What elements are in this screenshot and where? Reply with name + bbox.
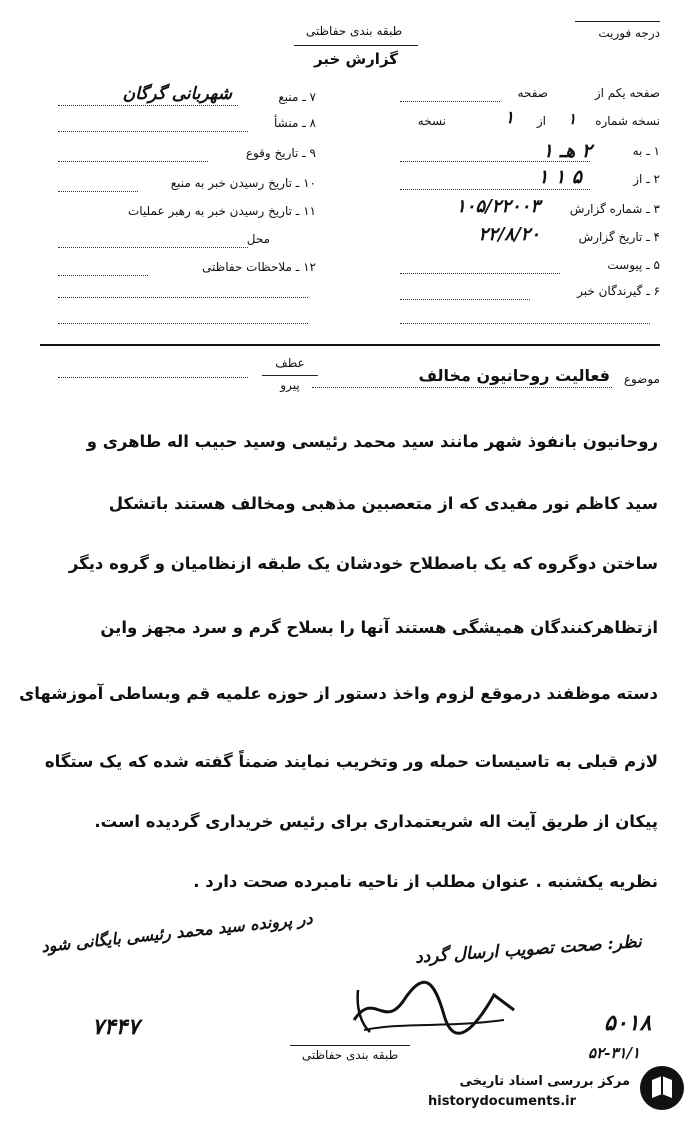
urgency-label: درجه فوریت [598, 26, 660, 40]
field-recipients-label: ۶ ـ گیرندگان خبر [577, 284, 660, 298]
body-line: ازتظاهرکنندگان همیشگی هستند آنها را بسلاح گرم و سرد مجهز واین [100, 618, 658, 637]
ref-label: عطف [275, 356, 305, 370]
field-report-date-value: ۲۲/۸/۲۰ [478, 224, 540, 245]
report-title: گزارش خبر [313, 50, 399, 68]
archive-logo-icon [640, 1066, 684, 1110]
field-report-date-label: ۴ ـ تاریخ گزارش [578, 230, 660, 244]
signature [344, 970, 524, 1040]
field-to-label: ۱ ـ به [632, 144, 660, 158]
handwritten-filing-note: در پرونده سید محمد رئیسی بایگانی شود [40, 908, 314, 957]
field-security-notes-label: ۱۲ ـ ملاحظات حفاظتی [202, 260, 316, 274]
field-source-label: ۷ ـ منبع [278, 90, 316, 104]
field-copy-label: نسخه شماره [595, 114, 660, 128]
header-divider [40, 344, 660, 346]
body-line: لازم قبلی به تاسیسات حمله ور وتخریب نمایند ضمناً گفته شده که یک ستگاه [44, 752, 658, 771]
follow-up-label: پیرو [280, 378, 300, 392]
watermark-name: مرکز بررسی اسناد تاریخی [459, 1074, 630, 1089]
field-page-label: صفحه یکم از [594, 86, 660, 100]
field-attachment-label: ۵ ـ پیوست [607, 258, 660, 272]
field-copy-of: از [536, 114, 546, 128]
field-event-date-label: ۹ ـ تاریخ وقوع [245, 146, 316, 160]
field-location-label: محل [246, 232, 270, 246]
field-from-value: ۵ ۱ ۱ [538, 166, 582, 188]
field-to-value: ۲ هـ ۱ [542, 140, 592, 162]
body-line: پیکان از طریق آیت اله شریعتمداری برای رئیس خریداری گردیده است. [94, 812, 658, 831]
field-news-to-source-label: ۱۰ ـ تاریخ رسیدن خبر به منبع [170, 176, 316, 190]
field-from-label: ۲ ـ از [633, 172, 660, 186]
field-page-suffix: صفحه [517, 86, 548, 100]
field-copy-value: ۱ [567, 110, 576, 128]
field-report-number-label: ۳ ـ شماره گزارش [569, 202, 660, 216]
body-line: دسته موظفند درموقع لزوم واخذ دستور از حوزه علمیه قم وبساطی آموزشهای [19, 684, 658, 703]
handwritten-number: ۵۰۱۸ [604, 1010, 652, 1036]
field-copy-total: ۱ [504, 108, 514, 128]
subject-value: فعالیت روحانیون مخالف [418, 366, 610, 385]
field-source-value: شهربانی گرگان [122, 84, 232, 104]
field-copy-suffix: نسخه [417, 114, 446, 128]
classification-header: طبقه بندی حفاظتی [305, 24, 403, 38]
field-news-to-leader-label: ۱۱ ـ تاریخ رسیدن خبر به رهبر عملیات [127, 204, 316, 218]
handwritten-file-number: ۷۴۴۷ [92, 1014, 140, 1040]
classification-footer: طبقه بندی حفاظتی [301, 1048, 399, 1062]
subject-label: موضوع [623, 372, 660, 386]
handwritten-approval-note: نظر: صحت تصویب ارسال گردد [414, 931, 643, 968]
body-line: سید کاظم نور مفیدی که از متعصبین مذهبی ومخالف هستند باتشکل [108, 494, 658, 513]
field-origin-label: ۸ ـ منشأ [273, 116, 316, 130]
field-report-number-value: ۱۰۵/۲۲۰۰۳ [456, 196, 540, 217]
body-line: روحانیون بانفوذ شهر مانند سید محمد رئیسی وسید حبیب اله طاهری و [86, 432, 658, 451]
watermark-url[interactable]: historydocuments.ir [428, 1094, 577, 1109]
body-line: ساختن دوگروه که یک باصطلاح خودشان یک طبقه ازنظامیان و گروه دیگر [68, 554, 658, 573]
body-line: نظریه یکشنبه . عنوان مطلب از ناحیه نامبرده صحت دارد . [193, 872, 658, 891]
handwritten-sub-number: ۵۲-۳۱/۱ [588, 1044, 640, 1062]
